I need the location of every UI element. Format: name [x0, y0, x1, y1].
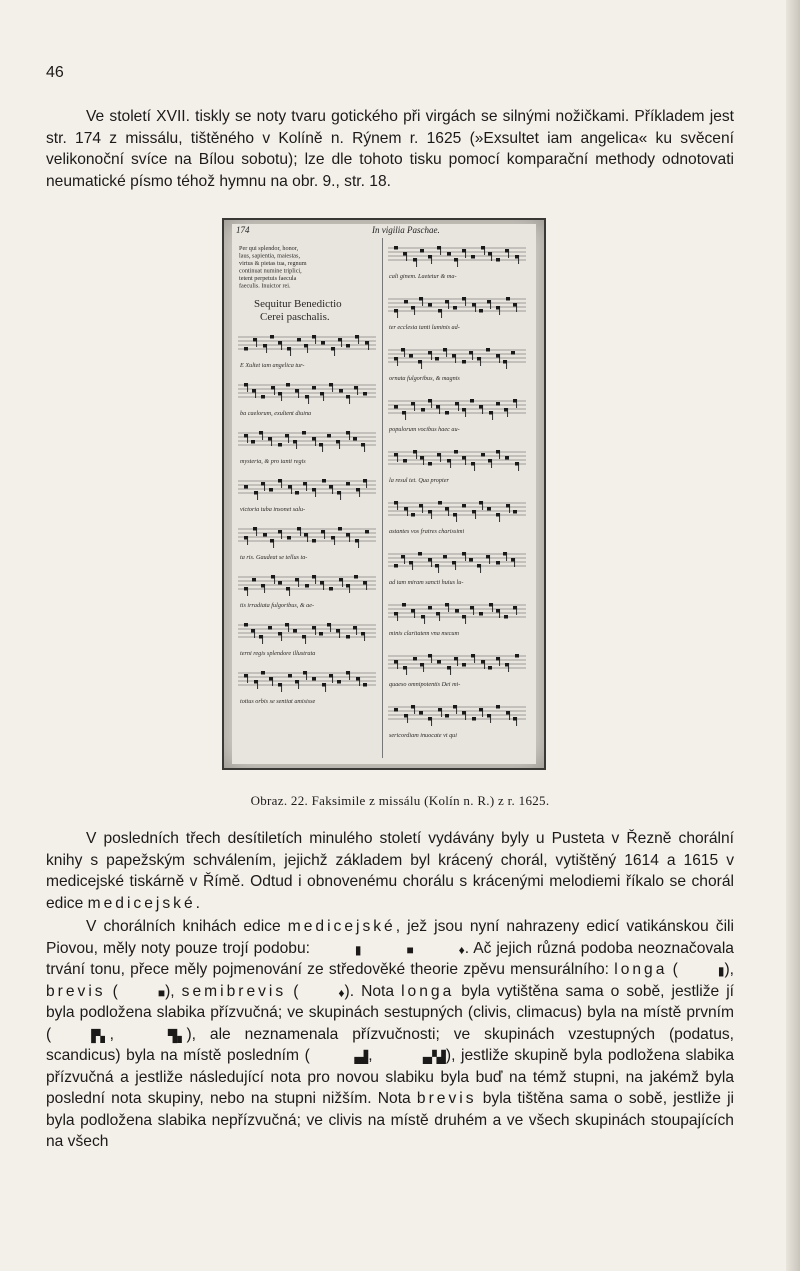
music-note: [418, 552, 422, 556]
facsimile-prose-line: laus, sapientia, maiestas,: [239, 252, 300, 260]
longa-note-icon-2: ▮: [717, 964, 725, 978]
music-note: [268, 626, 272, 630]
music-note: [403, 459, 407, 463]
music-note: [409, 354, 413, 358]
music-note: [295, 491, 299, 495]
music-note: [327, 434, 331, 438]
music-note: [445, 714, 449, 718]
p3-part-d: . Nota: [349, 982, 402, 1000]
longa-note-icon: ▮: [354, 942, 362, 957]
music-note: [365, 530, 369, 534]
music-note: [312, 386, 316, 390]
facsimile-prose-line: continuat numine triplici,: [239, 267, 302, 275]
music-note: [428, 303, 432, 307]
facsimile-lyric-line: populorum vocibus haec au-: [389, 426, 460, 433]
music-note: [270, 335, 274, 339]
music-note: [505, 456, 509, 460]
music-note: [312, 677, 316, 681]
music-note: [437, 660, 441, 664]
music-note: [420, 249, 424, 253]
facsimile-prose-line: Per qui splendor, honor,: [239, 245, 299, 252]
facsimile-lyric-line: E Xultet iam angelica tur-: [240, 362, 305, 369]
facsimile-lyric-line: ornata fulgoribus, & magnis: [389, 375, 460, 382]
clivis-example-icon: ▛▖: [91, 1028, 110, 1043]
term-longa: longa: [614, 961, 668, 978]
facsimile-lyric-line: ba caelorum, exultent diuina: [240, 410, 312, 417]
music-note: [278, 443, 282, 447]
music-note: [338, 527, 342, 531]
music-note: [278, 581, 282, 585]
music-note: [394, 405, 398, 409]
music-note: [404, 300, 408, 304]
music-note: [363, 392, 367, 396]
page-number: 46: [46, 64, 64, 81]
music-note: [319, 632, 323, 636]
p3-part-f: ), ale neznamenala přízvučnosti; ve skupinách vzestupných (podatus, scandicus) byla na místě posledním (: [46, 1025, 734, 1064]
music-note: [504, 615, 508, 619]
music-note: [288, 674, 292, 678]
music-note: [488, 666, 492, 670]
music-note: [261, 395, 265, 399]
music-note: [346, 344, 350, 348]
facsimile-lyric-line: terni regis splendore illustrata: [240, 650, 316, 657]
music-note: [329, 587, 333, 591]
music-note: [293, 629, 297, 633]
music-note: [421, 408, 425, 412]
music-note: [445, 411, 449, 415]
semibrevis-note-icon-2: ♦: [338, 985, 345, 1000]
music-note: [302, 431, 306, 435]
music-note: [428, 462, 432, 466]
term-brevis-2: brevis: [416, 1090, 477, 1107]
p3-part-h: byla tištěna sama o sobě, jestliže ji byla podložena slabika nepřízvučná; ve clivis na místě druhém a ve všech skupinách stoupajících na všech: [46, 1090, 735, 1150]
brevis-note-icon: ■: [406, 942, 414, 957]
scandicus-example-icon: ▗▞▟: [418, 1050, 446, 1064]
music-note: [346, 482, 350, 486]
music-note: [462, 504, 466, 508]
facsimile-left-column: [236, 238, 378, 760]
music-note: [394, 708, 398, 712]
facsimile-lyric-line: mysteria, & pro tanti regis: [240, 458, 306, 465]
facsimile-image: [222, 218, 546, 770]
figure-caption: Obraz. 22. Faksimile z missálu (Kolín n. R.) z r. 1625.: [250, 793, 550, 808]
paragraph-1: Ve století XVII. tiskly se noty tvaru gotického při virgách se silnými nožičkami. Příkladem jest str. 174 z missálu, tištěného v Kolíně n. Rýnem r. 1625 (»Exsultet iam angelica« ku svěcení velikonoční svíce na Bílou sobotu); lze dle tohoto tisku pomocí komparační methody odnotovati neumatické písmo téhož hymnu na obr. 9., str. 18.: [46, 108, 734, 190]
page-edge: [786, 0, 800, 1271]
facsimile-prose-line: tetent perpetuis faecula: [239, 275, 297, 282]
music-note: [353, 437, 357, 441]
music-note: [454, 450, 458, 454]
music-note: [506, 297, 510, 301]
term-brevis: brevis: [46, 982, 106, 1000]
brevis-note-icon-2: ■: [157, 985, 166, 1000]
music-note: [305, 584, 309, 588]
music-note: [244, 347, 248, 351]
facsimile-lyric-line: ta ris. Gaudeat se tellus ta-: [240, 554, 308, 561]
facsimile-lyric-line: sericordiam inuocate vt qui: [389, 732, 457, 739]
facsimile-prose-line: faeculis. Inuictor rei.: [239, 282, 291, 290]
music-note: [479, 309, 483, 313]
music-note: [297, 338, 301, 342]
music-note: [287, 536, 291, 540]
music-note: [471, 255, 475, 259]
music-note: [337, 680, 341, 684]
music-note: [472, 717, 476, 721]
music-note: [251, 440, 255, 444]
music-note: [321, 341, 325, 345]
p3-spaced-medicejske: medicejské: [287, 918, 396, 935]
term-longa-2: longa: [401, 982, 455, 1000]
music-note: [411, 513, 415, 517]
music-note: [496, 561, 500, 565]
p3-part-e: byla vytištěna sama o sobě, jestliže jí byla podložena slabika přízvučná; ve skupinách sestupných (clivis, climacus) byla na místě prvním (: [46, 982, 735, 1043]
music-note: [263, 533, 267, 537]
music-note: [455, 609, 459, 613]
music-note: [462, 663, 466, 667]
facsimile-lyric-line: la resul tet. Qua propter: [389, 477, 449, 484]
music-note: [443, 555, 447, 559]
music-note: [453, 306, 457, 310]
music-note: [513, 510, 517, 514]
music-note: [486, 348, 490, 352]
paragraph-3: V chorálních knihách edice medicejské, jež jsou nyní nahrazeny edicí vatikánskou čili Piovou, měly noty pouze trojí podobu: ▮ ■ ♦. Ač jejich různá podoba neoznačovala trvání tonu, přece měly pojmenování ze středověké theorie zpěvu mensurálního: longa ( ▮), brevis ( ■), semibrevis ( ♦). Nota longa byla vytištěna sama o sobě, jestliže jí byla podložena slabika přízvučná; ve skupinách sestupných (clivis, climacus) byla na místě prvním ( ▛▖, ▜▖), ale neznamenala přízvučnosti; ve skupinách vzestupných (podatus, scandicus) byla na místě posledním ( ▗▟, ▗▞▟), jestliže skupině byla podložena slabika přízvučná a jestliže následující nota pro novou slabiku byla buď na témž stupni, na jakémž byla poslední nota skupiny, nebo na stupni nižším. Nota brevis byla tištěna sama o sobě, jestliže ji byla podložena slabika nepřízvučná; ve clivis na místě druhém a ve všech skupinách stoupajících na všech: [46, 918, 735, 1150]
music-note: [447, 252, 451, 256]
music-note: [363, 683, 367, 687]
music-note: [413, 657, 417, 661]
music-note: [394, 246, 398, 250]
facsimile-header: [232, 224, 536, 236]
p3-part-c: . Ač jejich různá podoba neoznačovala trvání tonu, přece měly pojmenování ze středověké theorie zpěvu mensurálního:: [46, 939, 734, 978]
music-note: [269, 488, 273, 492]
music-note: [469, 558, 473, 562]
music-note: [346, 635, 350, 639]
music-note: [511, 351, 515, 355]
music-note: [286, 383, 290, 387]
p2-spaced-medicejske: medicejské: [87, 894, 196, 912]
climacus-example-icon: ▜▖: [167, 1028, 187, 1043]
facsimile-lyric-line: victoria tuba insonet salu-: [240, 506, 306, 513]
facsimile-lyric-line: astantes vos fratres charissimi: [389, 528, 465, 535]
paragraph-2: V posledních třech desítiletích minulého století vydávány byly u Pusteta v Řezně chorální knihy s papežským schválením, jejichž základem byl krácený chorál, vytištěný 1614 a 1615 v medicejské tiskárně v Římě. Odtud i obnovenému chorálu s krácenými melodiemi říkalo se chorál edice medicejské.: [46, 830, 734, 912]
music-note: [438, 501, 442, 505]
music-note: [312, 539, 316, 543]
music-note: [428, 606, 432, 610]
column-divider: [382, 238, 383, 758]
semibrevis-note-icon: ♦: [458, 942, 465, 957]
facsimile-lyric-line: minis claritatem vna mecum: [389, 630, 459, 637]
facsimile-right-column: [386, 238, 528, 760]
facsimile-lyric-line: cali ginem. Laetetur & ma-: [389, 273, 457, 280]
music-note: [479, 612, 483, 616]
music-note: [487, 507, 491, 511]
facsimile-rubric: Cerei paschalis.: [260, 311, 330, 323]
left-column-music: [236, 238, 378, 758]
facsimile-lyric-line: ad tam miram sancti huius lu-: [389, 579, 464, 586]
music-note: [252, 578, 256, 582]
music-note: [394, 564, 398, 568]
music-note: [435, 357, 439, 361]
music-note: [244, 623, 248, 627]
facsimile-page-number: 174: [236, 225, 250, 235]
p3-part-b: , jež jsou nyní nahrazeny edicí vatikánskou čili Piovou, měly noty pouze trojí podobu:: [46, 918, 734, 957]
facsimile-lyric-line: tis irradiata fulgoribus, & ae-: [240, 602, 315, 609]
music-note: [496, 705, 500, 709]
music-note: [470, 399, 474, 403]
music-note: [462, 360, 466, 364]
music-note: [339, 389, 343, 393]
facsimile-running-head: In vigilia Paschae.: [372, 225, 440, 235]
facsimile-rubric: Sequitur Benedictio: [254, 298, 342, 310]
music-note: [244, 485, 248, 489]
p3-part-a: V chorálních knihách edice: [86, 918, 288, 935]
music-note: [354, 575, 358, 579]
facsimile-lyric-line: quaeso omnipotentis Dei mi-: [389, 681, 461, 688]
facsimile-lyric-line: totius orbis se sentiat amisisse: [240, 698, 316, 705]
right-column-music: [386, 238, 528, 758]
facsimile-prose-line: virtus & pietas tua, regnum: [239, 260, 307, 267]
term-semibrevis: semibrevis: [181, 982, 287, 1000]
music-note: [496, 258, 500, 262]
music-note: [515, 654, 519, 658]
podatus-example-icon: ▗▟: [349, 1050, 369, 1064]
music-note: [419, 711, 423, 715]
music-note: [322, 479, 326, 483]
music-note: [496, 402, 500, 406]
p3-part-g: ), jestliže skupině byla podložena slabika přízvučná a jestliže následující nota pro novou slabiku byla buď na témž stupni, na jakémž byla poslední nota skupiny, nebo na stupni nižším. Nota: [46, 1047, 734, 1107]
music-note: [481, 453, 485, 457]
music-note: [261, 671, 265, 675]
music-note: [402, 603, 406, 607]
facsimile-lyric-line: ter ecclesia tanti luminis ad-: [389, 324, 460, 331]
